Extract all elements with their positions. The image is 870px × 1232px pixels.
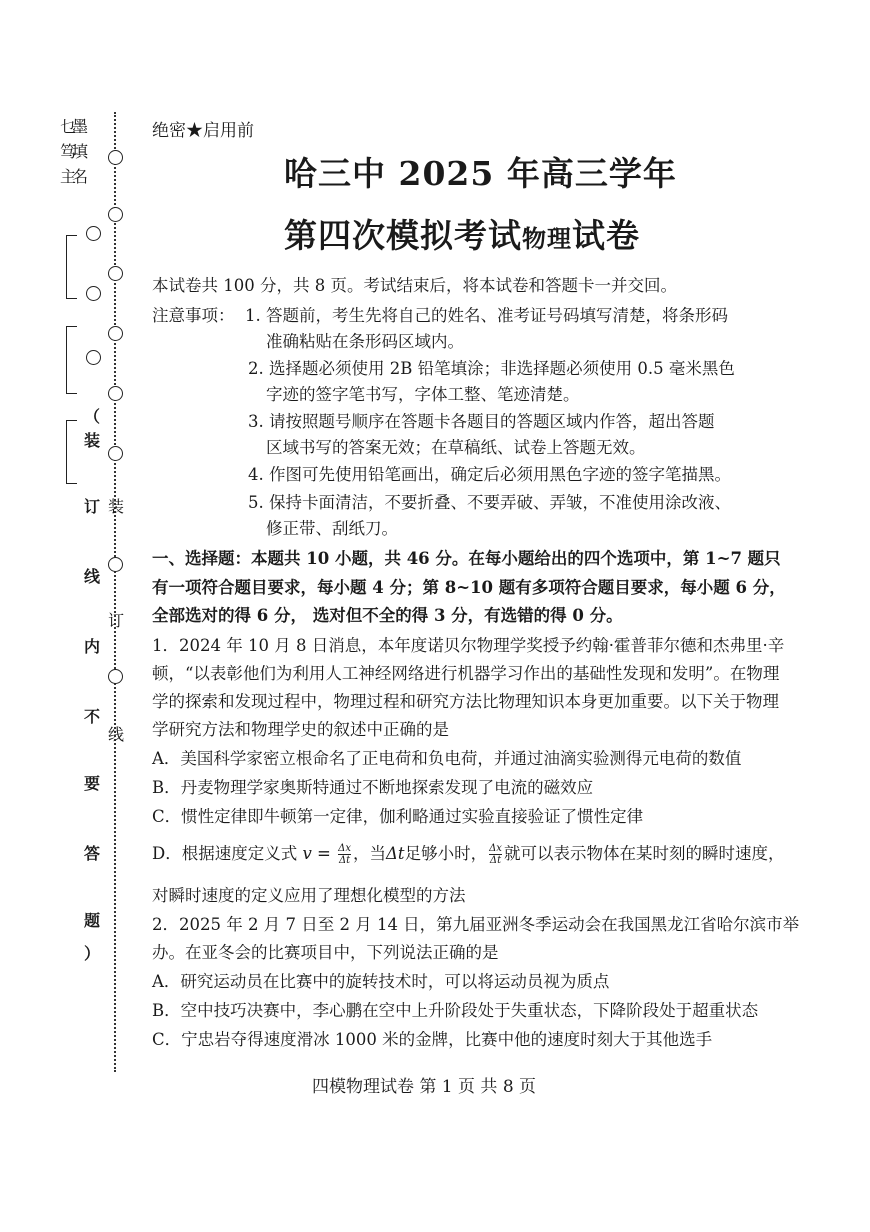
option-b: B．空中技巧决赛中，李心鹏在空中上升阶段处于失重状态，下降阶段处于超重状态	[152, 1001, 759, 1020]
note-item: 2. 选择题必须使用 2B 铅笔填涂；非选择题必须使用 0.5 毫米黑色	[248, 359, 735, 378]
option-d-text: 就可以表示物体在某时刻的瞬时速度，	[503, 844, 785, 863]
title-subject: 物理	[522, 224, 572, 253]
binding-circle	[108, 326, 123, 341]
binding-circle	[108, 446, 123, 461]
exam-title-line2	[284, 210, 640, 257]
question-stem: 1．2024 年 10 月 8 日消息，本年度诺贝尔物理学奖授予约翰·霍普菲尔德和杰弗里·辛	[152, 636, 785, 655]
binding-text-char: （	[84, 407, 101, 426]
margin-fragment: 名	[72, 167, 89, 186]
binding-circle	[108, 386, 123, 401]
binding-small-char: 线	[108, 725, 125, 744]
title-end: 试卷	[572, 216, 640, 255]
question-stem: 办。在亚冬会的比赛项目中，下列说法正确的是	[152, 943, 499, 962]
title-main: 第四次模拟考试	[284, 216, 522, 255]
question-stem: 顿，“以表彰他们为利用人工神经网络进行机器学习作出的基础性发现和发明”。在物理	[152, 664, 780, 683]
option-d	[152, 840, 784, 866]
option-d-text: D．根据速度定义式	[152, 844, 298, 863]
binding-text-char: 题	[84, 911, 101, 930]
option-c: C．宁忠岩夺得速度滑冰 1000 米的金牌，比赛中他的速度时刻大于其他选手	[152, 1030, 713, 1049]
binding-circle	[108, 150, 123, 165]
velocity-fraction	[338, 843, 351, 866]
binding-bracket	[66, 326, 77, 394]
binding-circle	[108, 207, 123, 222]
page-footer: 四模物理试卷 第 1 页 共 8 页	[312, 1077, 537, 1097]
option-d-text: ，当	[353, 844, 387, 863]
question-stem: 学研究方法和物理学史的叙述中正确的是	[152, 720, 449, 739]
option-d-cont: 对瞬时速度的定义应用了理想化模型的方法	[152, 886, 466, 905]
binding-text-char: 订	[84, 497, 101, 516]
section-heading: 全部选对的得 6 分， 选对但不全的得 3 分，有选错的得 0 分。	[152, 606, 623, 625]
margin-fragment: 墨	[72, 117, 89, 136]
binding-circle	[108, 557, 123, 572]
option-b: B．丹麦物理学家奥斯特通过不断地探索发现了电流的磁效应	[152, 778, 594, 797]
binding-small-char: 订	[108, 611, 125, 630]
fraction-numerator: Δx	[489, 843, 502, 854]
binding-bracket	[66, 420, 77, 484]
ratio-fraction	[489, 843, 502, 866]
note-item-cont: 区域书写的答案无效；在草稿纸、试卷上答题无效。	[266, 438, 646, 457]
note-item: 1. 答题前，考生先将自己的姓名、准考证号码填写清楚，将条形码	[245, 306, 728, 325]
binding-text-char: ）	[84, 944, 101, 963]
binding-text-char: 线	[84, 567, 101, 586]
fraction-denominator: Δt	[489, 855, 502, 866]
note-item: 5. 保持卡面清洁，不要折叠、不要弄破、弄皱，不准使用涂改液、	[248, 493, 731, 512]
binding-text-char: 要	[84, 774, 101, 793]
section-heading: 一、选择题：本题共 10 小题，共 46 分。在每小题给出的四个选项中，第 1~7 题只	[152, 549, 781, 568]
binding-small-char: 装	[108, 497, 125, 516]
option-a: A．美国科学家密立根命名了正电荷和负电荷，并通过油滴实验测得元电荷的数值	[152, 749, 742, 768]
velocity-symbol: v =	[302, 844, 331, 863]
binding-circle	[86, 350, 101, 365]
option-a: A．研究运动员在比赛中的旋转技术时，可以将运动员视为质点	[152, 972, 610, 991]
notes-label: 注意事项：	[152, 306, 235, 325]
question-stem: 学的探索和发现过程中，物理过程和研究方法比物理知识本身更加重要。以下关于物理	[152, 692, 779, 711]
margin-fragment: 笃	[60, 142, 77, 161]
note-item-cont: 字迹的签字笔书写，字体工整、笔迹清楚。	[266, 385, 580, 404]
binding-text-char: 装	[84, 431, 101, 450]
binding-circle	[86, 226, 101, 241]
exam-intro: 本试卷共 100 分，共 8 页。考试结束后，将本试卷和答题卡一并交回。	[152, 276, 677, 295]
binding-circle	[86, 286, 101, 301]
section-heading: 有一项符合题目要求，每小题 4 分；第 8~10 题有多项符合题目要求，每小题 6 分，	[152, 578, 786, 597]
note-item: 4. 作图可先使用铅笔画出，确定后必须用黑色字迹的签字笔描黑。	[248, 465, 731, 484]
binding-text-char: 内	[84, 637, 101, 656]
margin-fragment: 乜	[60, 117, 77, 136]
margin-fragment: 填	[72, 142, 89, 161]
binding-bracket	[66, 235, 77, 299]
note-item: 3. 请按照题号顺序在答题卡各题目的答题区域内作答，超出答题	[248, 412, 715, 431]
binding-text-char: 答	[84, 844, 101, 863]
fraction-numerator: Δx	[338, 843, 352, 854]
binding-dotted-line	[114, 112, 116, 1072]
option-d-text: 足够小时，	[404, 844, 488, 863]
question-stem: 2．2025 年 2 月 7 日至 2 月 14 日，第九届亚洲冬季运动会在我国黑龙江省哈尔滨市举	[152, 915, 800, 934]
note-item-cont: 准确粘贴在条形码区域内。	[266, 332, 464, 351]
confidential-label: 绝密★启用前	[152, 121, 254, 141]
note-item-cont: 修正带、刮纸刀。	[266, 519, 398, 538]
delta-t-symbol: Δt	[386, 844, 405, 863]
binding-circle	[108, 669, 123, 684]
margin-fragment: 主	[60, 167, 77, 186]
fraction-denominator: Δt	[338, 855, 351, 866]
binding-circle	[108, 266, 123, 281]
option-c: C．惯性定律即牛顿第一定律，伽利略通过实验直接验证了惯性定律	[152, 807, 644, 826]
exam-title-line1: 哈三中 2025 年高三学年	[284, 154, 677, 193]
binding-text-char: 不	[84, 707, 101, 726]
